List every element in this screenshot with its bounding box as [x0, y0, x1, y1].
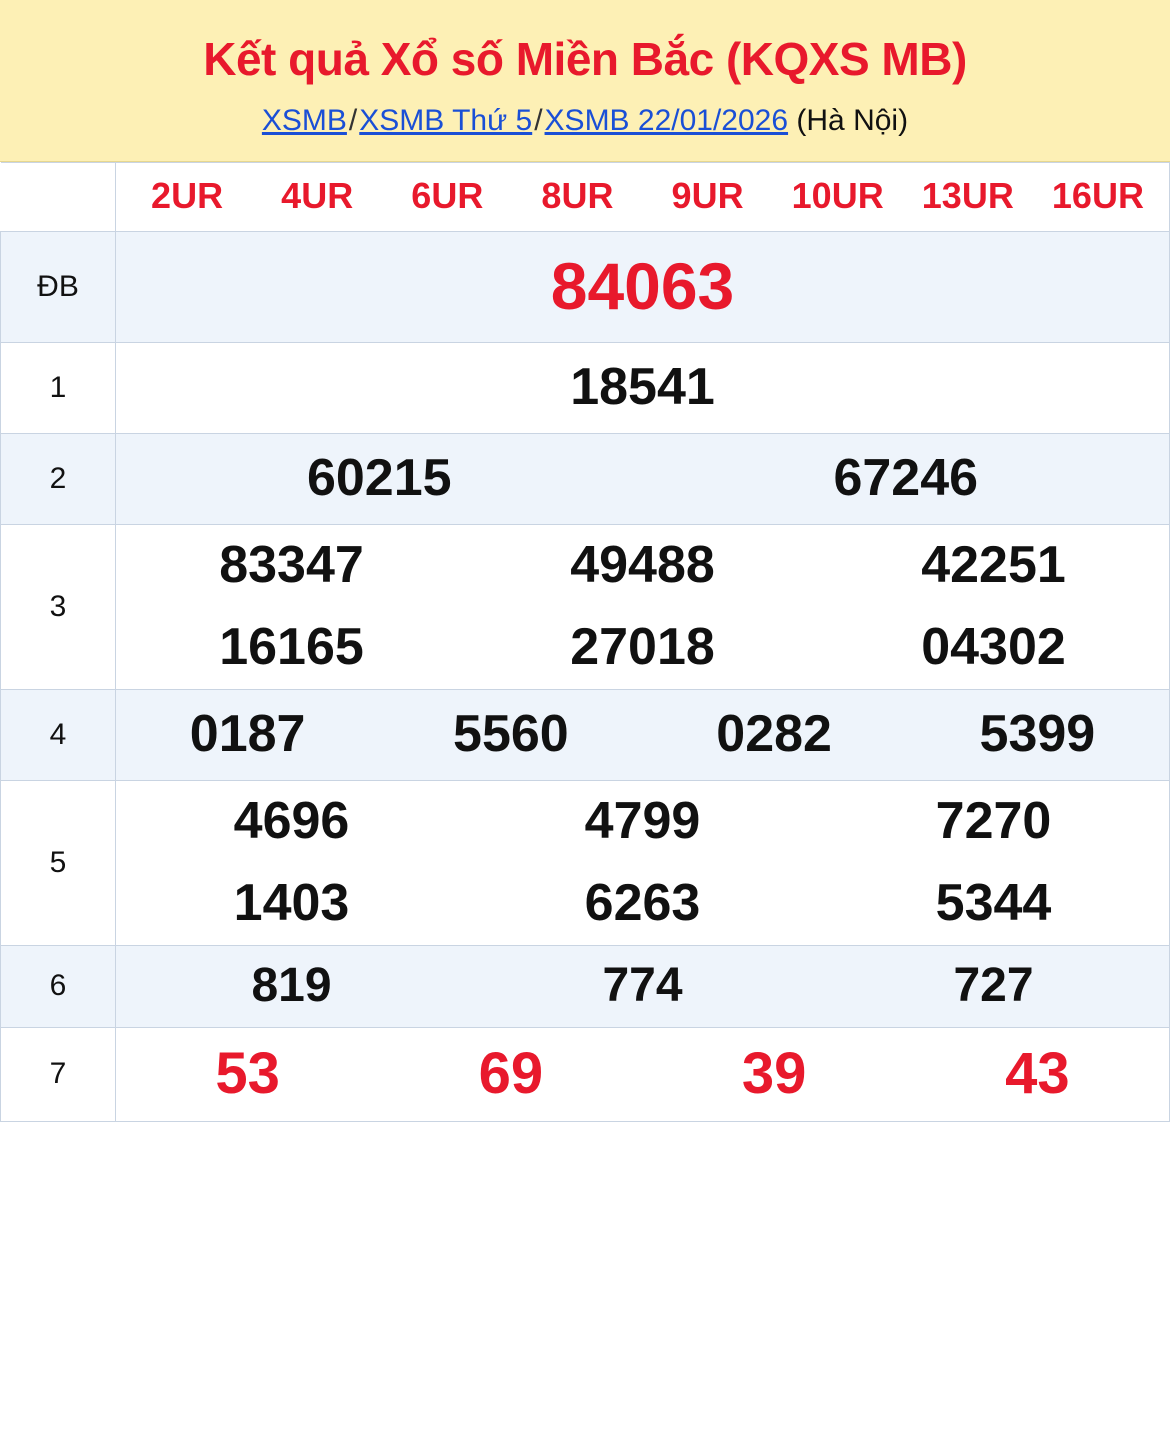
prize-number: 43 [1005, 1040, 1070, 1106]
row-numbers-6 [116, 945, 1170, 1027]
row-label-7: 7 [1, 1027, 116, 1121]
prize-number: 5344 [935, 873, 1052, 932]
prize-number: 04302 [921, 617, 1066, 676]
prize-number: 5560 [453, 704, 569, 763]
prize-head-13ur: 13UR [921, 174, 1014, 216]
prize-number: 69 [478, 1040, 544, 1106]
prize-number: 60215 [306, 448, 452, 507]
prize-number: 53 [215, 1040, 280, 1106]
prize-number: 27018 [570, 617, 715, 676]
prize-number: 7270 [935, 791, 1052, 850]
row-label-3: 3 [1, 524, 116, 689]
table-row-6 [1, 945, 1170, 1027]
prize-number: 5399 [979, 704, 1096, 763]
table-row-7 [1, 1027, 1170, 1121]
table-row-4 [1, 689, 1170, 780]
prize-number: 84063 [550, 248, 735, 323]
table-row-1 [1, 342, 1170, 433]
prize-head-8ur: 8UR [541, 174, 614, 216]
table-row-5 [1, 780, 1170, 945]
row-numbers-7 [116, 1027, 1170, 1121]
prize-number: 39 [741, 1040, 807, 1106]
row-numbers-3 [116, 524, 1170, 689]
breadcrumb-region: (Hà Nội) [796, 103, 909, 137]
prize-number: 16165 [219, 617, 364, 676]
prize-head-4ur: 4UR [281, 174, 354, 216]
row-label-blank [1, 162, 116, 231]
table-row-3 [1, 524, 1170, 689]
prize-number: 774 [602, 958, 683, 1012]
row-label-5: 5 [1, 780, 116, 945]
prize-head-2ur: 2UR [151, 174, 224, 216]
prize-number: 67246 [833, 448, 979, 507]
prize-number: 49488 [570, 535, 715, 594]
row-numbers-1 [116, 342, 1170, 433]
breadcrumb-link-xsmb[interactable]: XSMB [261, 103, 347, 137]
breadcrumb [10, 103, 1160, 139]
prize-number: 0282 [716, 704, 832, 763]
row-label-4: 4 [1, 689, 116, 780]
breadcrumb-link-weekday[interactable]: XSMB Thứ 5 [359, 103, 533, 137]
table-row-prize-heads [1, 162, 1170, 231]
breadcrumb-link-date[interactable]: XSMB 22/01/2026 [544, 103, 789, 137]
prize-number: 727 [953, 958, 1034, 1012]
prize-head-16ur: 16UR [1051, 174, 1144, 216]
prize-number: 42251 [921, 535, 1066, 594]
prize-number: 83347 [219, 535, 364, 594]
row-label-6: 6 [1, 945, 116, 1027]
table-row-2 [1, 433, 1170, 524]
prize-number: 18541 [570, 357, 715, 416]
table-row-db [1, 231, 1170, 342]
prize-number: 0187 [189, 704, 306, 763]
row-numbers-4 [116, 689, 1170, 780]
page-title: Kết quả Xổ số Miền Bắc (KQXS MB) [203, 33, 967, 85]
prize-number: 1403 [233, 873, 350, 932]
prize-number: 819 [251, 958, 332, 1012]
row-label-db: ĐB [1, 231, 116, 342]
lottery-results-table [0, 162, 1170, 1122]
prize-number: 4799 [584, 791, 701, 850]
prize-head-6ur: 6UR [411, 174, 484, 216]
prize-head-10ur: 10UR [791, 174, 884, 216]
breadcrumb-separator-2: / [534, 103, 543, 137]
prize-number: 6263 [584, 873, 701, 932]
row-numbers-db [116, 231, 1170, 342]
prize-head-cells [116, 162, 1170, 231]
row-label-2: 2 [1, 433, 116, 524]
results-header [0, 0, 1170, 162]
prize-number: 4696 [233, 791, 350, 850]
breadcrumb-separator-1: / [348, 103, 358, 137]
row-numbers-5 [116, 780, 1170, 945]
row-numbers-2 [116, 433, 1170, 524]
row-label-1: 1 [1, 342, 116, 433]
prize-head-9ur: 9UR [671, 174, 744, 216]
